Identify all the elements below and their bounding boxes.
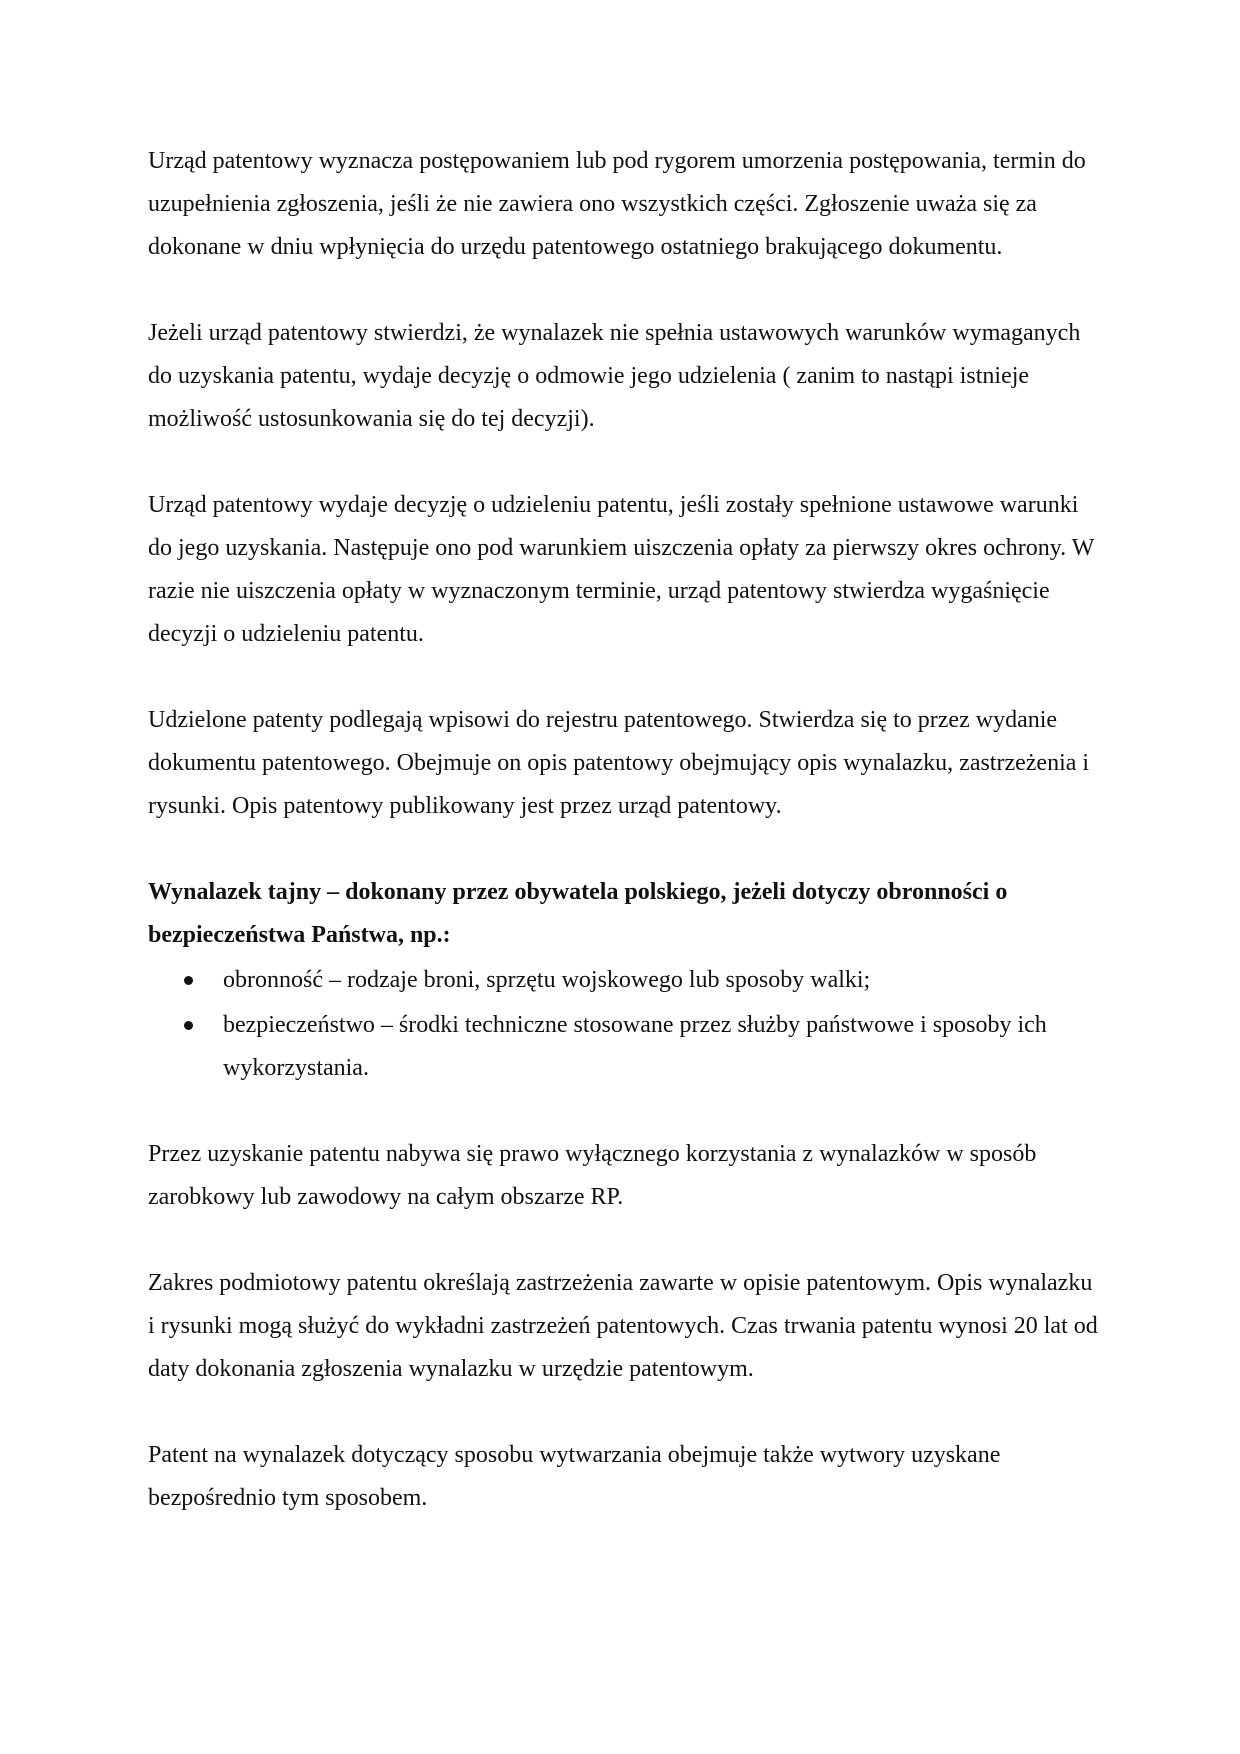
secret-invention-list xyxy=(148,959,1098,1090)
paragraph-process-patent: Patent na wynalazek dotyczący sposobu wytwarzania obejmuje także wytwory uzyskane bezpośrednio tym sposobem. xyxy=(148,1442,1001,1511)
paragraph-refusal-decision: Jeżeli urząd patentowy stwierdzi, że wynalazek nie spełnia ustawowych warunków wymaganych do uzyskania patentu, wydaje decyzję o odmowie jego udzielenia ( zanim to nastąpi istnieje możliwość ustosunkowania się do tej decyzji). xyxy=(148,320,1081,432)
bullet-icon xyxy=(184,1021,193,1030)
list-item xyxy=(148,959,1098,1002)
document-page xyxy=(148,140,1098,1563)
paragraph-grant-decision: Urząd patentowy wydaje decyzję o udzieleniu patentu, jeśli zostały spełnione ustawowe warunki do jego uzyskania. Następuje ono pod warunkiem uiszczenia opłaty za pierwszy okres ochrony. W razie nie uiszczenia opłaty w wyznaczonym terminie, urząd patentowy stwierdza wygaśnięcie decyzji o udzieleniu patentu. xyxy=(148,492,1094,647)
paragraph-patent-scope: Zakres podmiotowy patentu określają zastrzeżenia zawarte w opisie patentowym. Opis wynalazku i rysunki mogą służyć do wykładni zastrzeżeń patentowych. Czas trwania patentu wynosi 20 lat od daty dokonania zgłoszenia wynalazku w urzędzie patentowym. xyxy=(148,1270,1098,1382)
list-item xyxy=(148,1004,1098,1090)
paragraph-patent-register: Udzielone patenty podlegają wpisowi do rejestru patentowego. Stwierdza się to przez wydanie dokumentu patentowego. Obejmuje on opis patentowy obejmujący opis wynalazku, zastrzeżenia i rysunki. Opis patentowy publikowany jest przez urząd patentowy. xyxy=(148,707,1090,819)
paragraph-incomplete-application: Urząd patentowy wyznacza postępowaniem lub pod rygorem umorzenia postępowania, termin do uzupełnienia zgłoszenia, jeśli że nie zawiera ono wszystkich części. Zgłoszenie uważa się za dokonane w dniu wpłynięcia do urzędu patentowego ostatniego brakującego dokumentu. xyxy=(148,148,1086,260)
paragraph-exclusive-right: Przez uzyskanie patentu nabywa się prawo wyłącznego korzystania z wynalazków w sposób zarobkowy lub zawodowy na całym obszarze RP. xyxy=(148,1141,1037,1210)
list-item-text: bezpieczeństwo – środki techniczne stosowane przez służby państwowe i sposoby ich wykorzystania. xyxy=(223,1012,1047,1081)
secret-invention-heading: Wynalazek tajny – dokonany przez obywatela polskiego, jeżeli dotyczy obronności o bezpieczeństwa Państwa, np.: xyxy=(148,879,1008,948)
list-item-text: obronność – rodzaje broni, sprzętu wojskowego lub sposoby walki; xyxy=(223,967,871,993)
bullet-icon xyxy=(184,976,193,985)
